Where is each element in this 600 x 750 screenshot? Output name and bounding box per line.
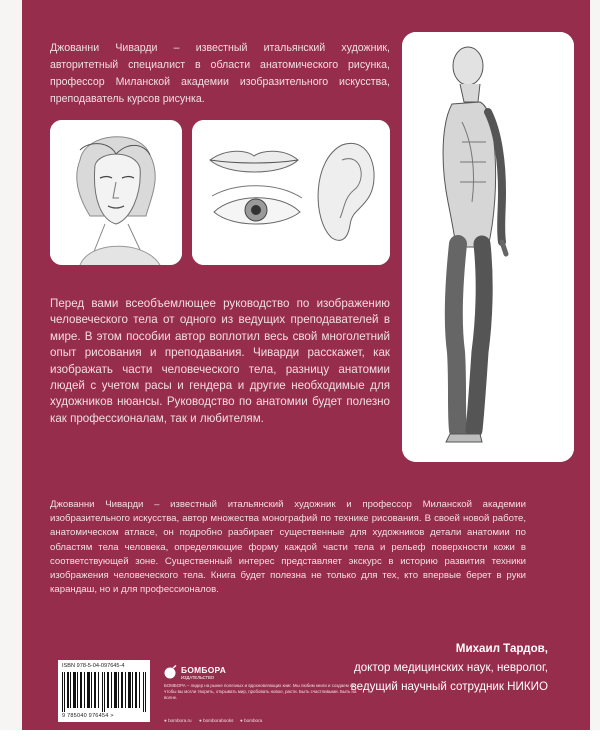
publisher-fine-print: БОМБОРА – лидер на рынке полезных и вдохновляющих книг. Мы любим книги и создаем их, чтобы вы могли творить, открывать мир, пробовать новое, расти. Быть счастливыми. Быть на волне.	[164, 683, 357, 700]
portrait-illustration	[50, 120, 182, 265]
anatomy-figure-illustration	[402, 32, 574, 462]
book-description-text: Перед вами всеобъемлющее руководство по изображению человеческого тела от одного из ведущих преподавателей в мире. В этом пособии автор воплотил весь свой многолетний опыт рисования и преподавания. Чиварди расскажет, как изображать части человеческого тела, разницу анатомии людей с учетом расы и гендера и другие необходимые для художников нюансы. Руководство по анатомии будет полезно как профессионалам, так и любителям.	[50, 297, 390, 425]
barcode-digits: 9 785040 976454 >	[62, 713, 114, 719]
social-website-label: bombora.ru	[168, 718, 192, 723]
social-website[interactable]: ● bombora.ru	[164, 718, 192, 723]
barcode-block	[58, 660, 150, 722]
social-telegram-label: bombora	[244, 718, 263, 723]
reviewer-name: Михаил Тардов,	[455, 642, 548, 655]
author-intro-text: Джованни Чиварди – известный итальянский художник, авторитетный специалист в области анатомического рисунка, профессор Миланской академии изобразительного искусства, преподаватель курсов рисунка.	[50, 42, 390, 105]
features-illustration	[192, 120, 390, 265]
social-vk[interactable]: ● bomborabooks	[199, 718, 234, 723]
isbn-number: ISBN 978-5-04-097645-4	[62, 663, 125, 669]
barcode-bars	[62, 672, 146, 712]
publisher-name: БОМБОРА	[181, 665, 227, 675]
review-text: Джованни Чиварди – известный итальянский художник и профессор Миланской академии изобразительного искусства, автор множества монографий по технике рисования. В своей новой работе, анатомическом атласе, он подробно разбирает существенные для художников детали анатомии по областям тела человека, определяющие форму каждой части тела и рельеф поверхности кожи в соответствующей зоне. Существенный интерес представляет экскурс в историю развития техники изображения человеческого тела. Книга будет полезна не только для тех, кто впервые берет в руки карандаш, но и для профессионалов.	[50, 499, 526, 596]
social-telegram[interactable]: ● bombora	[240, 718, 263, 723]
reviewer-title: доктор медицинских наук, невролог,	[353, 661, 548, 674]
bottom-margin	[0, 730, 600, 750]
publisher-subtitle: ИЗДАТЕЛЬСТВО	[181, 675, 214, 680]
reviewer-position: ведущий научный сотрудник НИКИО	[350, 680, 548, 693]
bomb-icon	[164, 665, 178, 679]
social-vk-label: bomborabooks	[203, 718, 234, 723]
